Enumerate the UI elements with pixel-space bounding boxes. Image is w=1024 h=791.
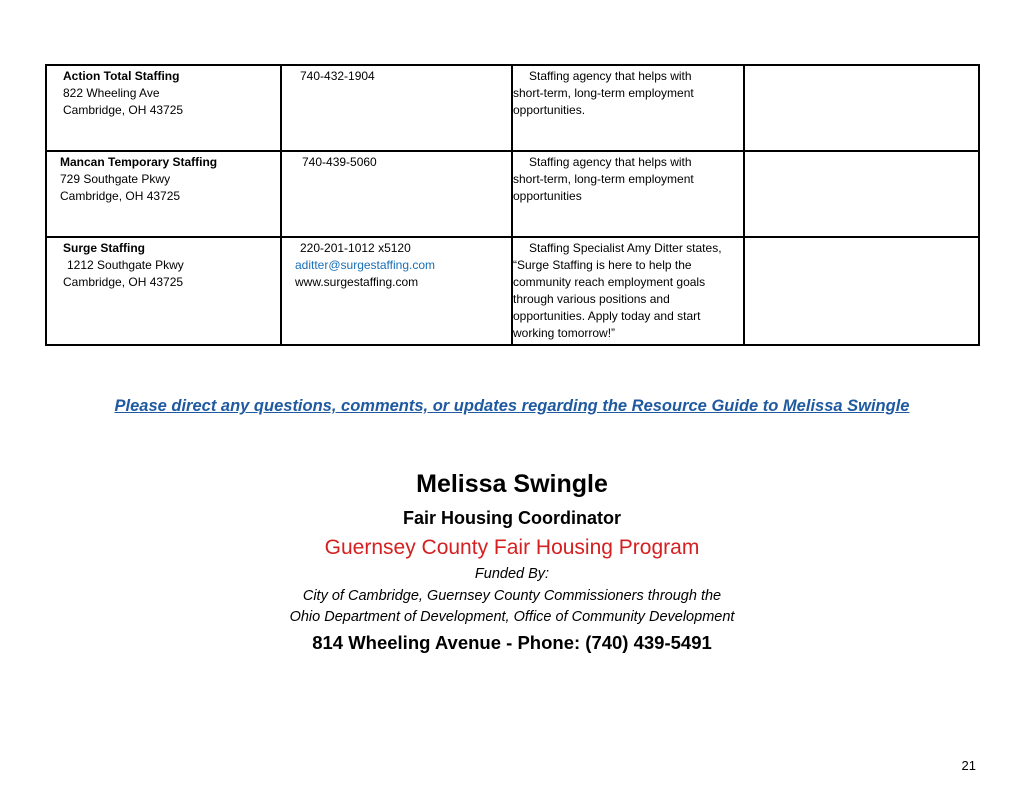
agency-cell xyxy=(46,237,281,345)
address-phone: 814 Wheeling Avenue - Phone: (740) 439-5491 xyxy=(312,632,712,653)
table-row xyxy=(46,151,979,237)
description-line: through various positions and xyxy=(513,292,670,306)
description-cell xyxy=(512,237,744,345)
description-line: community reach employment goals xyxy=(513,275,706,289)
description-cell xyxy=(512,65,744,151)
description-line: “Surge Staffing is here to help the xyxy=(513,258,692,272)
coordinator-name: Melissa Swingle xyxy=(416,470,608,498)
description-line: Staffing Specialist Amy Ditter states, xyxy=(529,241,722,255)
agency-address-line2: Cambridge, OH 43725 xyxy=(60,189,181,203)
description-line: short-term, long-term employment xyxy=(513,86,694,100)
agency-email-link[interactable]: aditter@surgestaffing.com xyxy=(295,258,436,272)
agency-address-line2: Cambridge, OH 43725 xyxy=(63,275,184,289)
description-line: Staffing agency that helps with xyxy=(529,69,692,83)
program-name: Guernsey County Fair Housing Program xyxy=(324,536,700,559)
description-cell xyxy=(512,151,744,237)
agency-address-line2: Cambridge, OH 43725 xyxy=(63,103,184,117)
funders-line2: Ohio Department of Development, Office of Community Development xyxy=(289,609,735,625)
table-row xyxy=(46,237,979,345)
description-line: opportunities. Apply today and start xyxy=(513,309,701,323)
description-line: working tomorrow!” xyxy=(513,326,616,340)
description-line: short-term, long-term employment xyxy=(513,172,694,186)
agency-phone: 740-439-5060 xyxy=(302,155,377,169)
agency-name: Mancan Temporary Staffing xyxy=(60,155,218,169)
contact-cell xyxy=(281,65,512,151)
agency-name: Action Total Staffing xyxy=(63,69,180,83)
empty-cell xyxy=(744,65,979,151)
coordinator-title: Fair Housing Coordinator xyxy=(403,508,621,528)
empty-cell xyxy=(744,237,979,345)
contact-notice: Please direct any questions, comments, or updates regarding the Resource Guide to Melissa Swingle xyxy=(114,397,910,415)
agency-phone: 740-432-1904 xyxy=(300,69,375,83)
agency-address-line1: 1212 Southgate Pkwy xyxy=(67,258,184,272)
contact-cell xyxy=(281,151,512,237)
agency-cell xyxy=(46,65,281,151)
description-line: opportunities. xyxy=(513,103,586,117)
agency-website: www.surgestaffing.com xyxy=(295,275,419,289)
empty-cell xyxy=(744,151,979,237)
table-row xyxy=(46,65,979,151)
agency-cell xyxy=(46,151,281,237)
contact-cell xyxy=(281,237,512,345)
funders-line1: City of Cambridge, Guernsey County Commissioners through the xyxy=(302,588,722,604)
page-number: 21 xyxy=(961,758,976,773)
agency-address-line1: 729 Southgate Pkwy xyxy=(60,172,171,186)
agency-phone: 220-201-1012 x5120 xyxy=(300,241,411,255)
agency-name: Surge Staffing xyxy=(63,241,146,255)
agency-address-line1: 822 Wheeling Ave xyxy=(63,86,160,100)
description-line: Staffing agency that helps with xyxy=(529,155,692,169)
resource-table xyxy=(45,64,980,346)
funded-by-label: Funded By: xyxy=(474,566,550,582)
description-line: opportunities xyxy=(513,189,582,203)
